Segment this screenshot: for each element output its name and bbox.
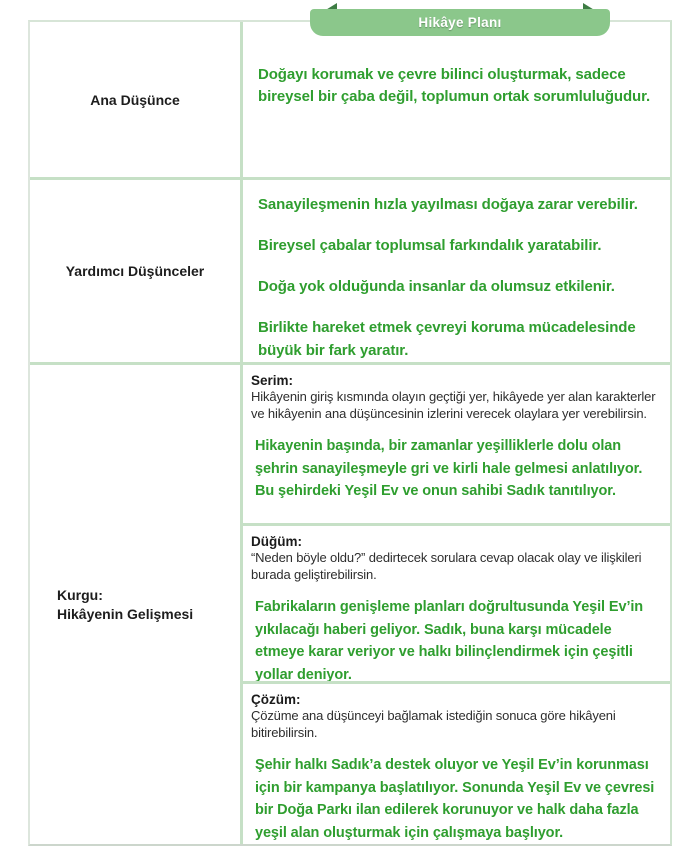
- cozum-heading: Çözüm:: [251, 692, 301, 707]
- supporting-idea-item: Doğa yok olduğunda insanlar da olumsuz etkilenir.: [258, 278, 615, 295]
- serim-description: Hikâyenin giriş kısmında olayın geçtiği yer, hikâyede yer alan karakterler ve hikâyenin ana düşüncesinin izlerini verecek olaylara yer verebilirsin.: [251, 389, 656, 421]
- cozum-answer: Şehir halkı Sadık’a destek oluyor ve Yeşil Ev’in korunması için bir kampanya başlatılıyor. Sonunda Yeşil Ev ve çevresi bir Doğa Parkı ilan edilerek korunuyor ve halk daha fazla yeşil alan oluşturmak için çalışmaya başlıyor.: [255, 757, 655, 841]
- plot-label-line1: Kurgu:: [57, 586, 103, 603]
- section-dugum: [243, 523, 670, 681]
- plot-label-line2: Hikâyenin Gelişmesi: [57, 605, 194, 622]
- page-title: Hikâye Planı: [310, 9, 610, 36]
- dugum-heading: Düğüm:: [251, 534, 302, 549]
- table-row-plot: [30, 362, 670, 844]
- section-cozum: [243, 681, 670, 844]
- supporting-idea-item: Bireysel çabalar toplumsal farkındalık yaratabilir.: [258, 237, 602, 254]
- dugum-answer: Fabrikaların genişleme planları doğrultusunda Yeşil Ev’in yıkılacağı haberi geliyor. Sadık, buna karşı mücadele etmeye karar veriyor ve halkı bilinçlendirmek için çeşitli yollar deniyor.: [255, 599, 644, 683]
- serim-heading: Serim:: [251, 373, 294, 388]
- main-idea-cell: [243, 22, 670, 177]
- supporting-ideas-label: Yardımcı Düşünceler: [30, 180, 243, 362]
- dugum-description: “Neden böyle oldu?” dedirtecek sorulara cevap olacak olay ve ilişkileri burada geliştirebilirsin.: [251, 550, 642, 582]
- table-row-main-idea: [30, 22, 670, 177]
- table-row-supporting-ideas: [30, 177, 670, 362]
- cozum-description: Çözüme ana düşünceyi bağlamak istediğin sonuca göre hikâyeni bitirebilirsin.: [251, 708, 616, 740]
- story-plan-ribbon: [310, 9, 610, 36]
- supporting-idea-item: Sanayileşmenin hızla yayılması doğaya zarar verebilir.: [258, 196, 638, 213]
- main-idea-label: Ana Düşünce: [30, 22, 243, 177]
- story-plan-table: [28, 20, 672, 846]
- plot-label: [30, 365, 243, 844]
- plot-cell: [243, 365, 670, 844]
- section-serim: [243, 365, 670, 523]
- supporting-ideas-cell: [243, 180, 670, 362]
- serim-answer: Hikayenin başında, bir zamanlar yeşilliklerle dolu olan şehrin sanayileşmeyle gri ve kirli hale gelmesi anlatılıyor. Bu şehirdeki Yeşil Ev ve onun sahibi Sadık tanıtılıyor.: [255, 438, 643, 499]
- supporting-idea-item: Birlikte hareket etmek çevreyi koruma mücadelesinde büyük bir fark yaratır.: [258, 319, 636, 359]
- main-idea-answer: Doğayı korumak ve çevre bilinci oluşturmak, sadece bireysel bir çaba değil, toplumun ortak sorumluluğudur.: [258, 66, 651, 105]
